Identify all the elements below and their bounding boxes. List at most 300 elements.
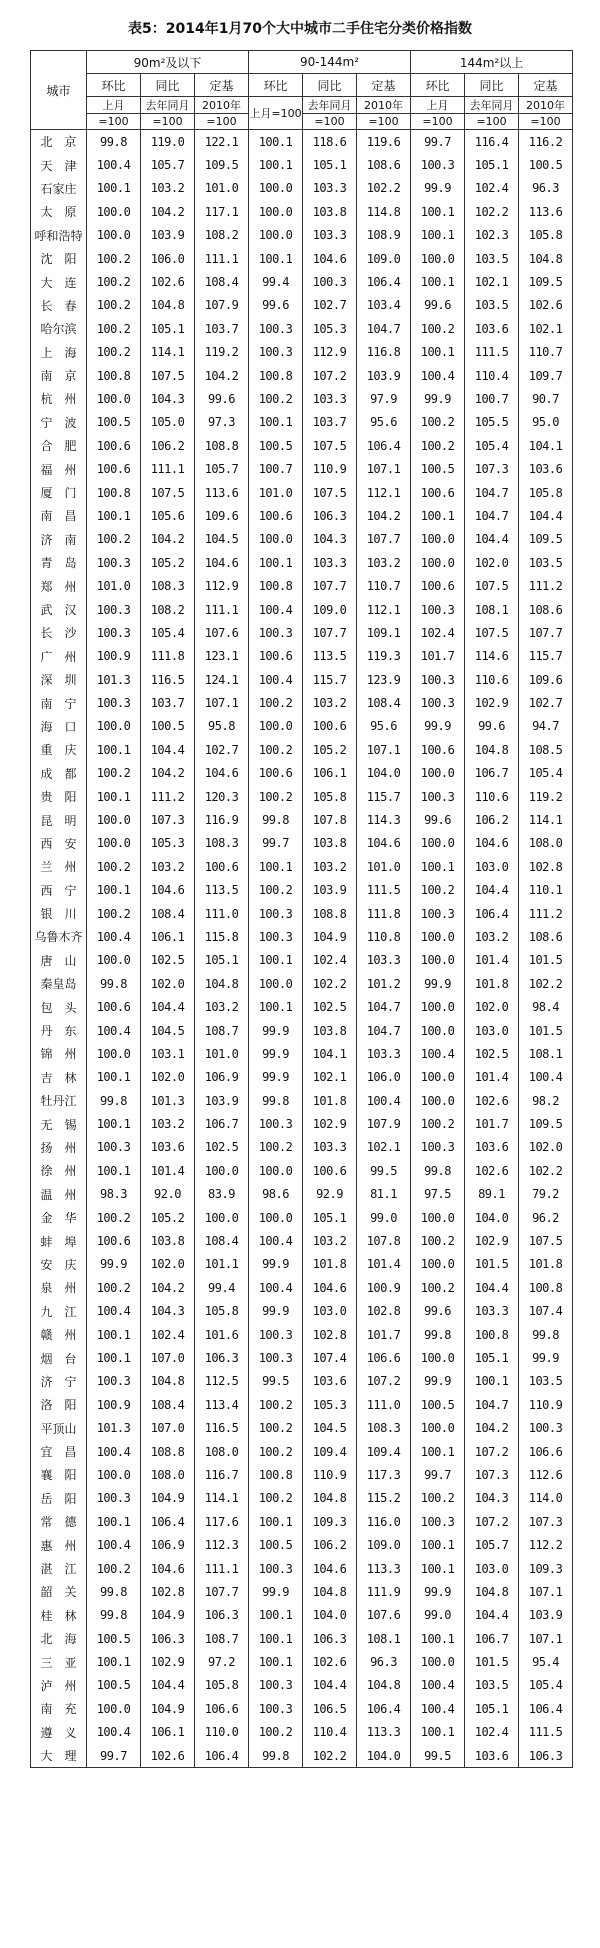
city-cell: 南 京 — [31, 364, 87, 387]
index-cell: 108.7 — [195, 1019, 249, 1042]
index-cell: 100.1 — [87, 1323, 141, 1346]
index-cell: 107.2 — [357, 1370, 411, 1393]
index-cell: 104.2 — [141, 200, 195, 223]
index-cell: 114.1 — [519, 808, 573, 831]
index-cell: 98.3 — [87, 1183, 141, 1206]
index-cell: 100.0 — [249, 200, 303, 223]
index-cell: 107.9 — [357, 1112, 411, 1135]
index-cell: 100.2 — [411, 317, 465, 340]
index-cell: 108.4 — [141, 1393, 195, 1416]
group-header-medium: 90-144m² — [249, 51, 411, 74]
index-cell: 100.4 — [87, 925, 141, 948]
city-cell: 石家庄 — [31, 177, 87, 200]
index-cell: 111.1 — [195, 598, 249, 621]
index-cell: 100.0 — [411, 528, 465, 551]
index-cell: 108.4 — [195, 270, 249, 293]
index-cell: 100.3 — [411, 902, 465, 925]
city-cell: 海 口 — [31, 715, 87, 738]
index-cell: 101.4 — [141, 1159, 195, 1182]
city-cell: 兰 州 — [31, 855, 87, 878]
index-cell: 100.0 — [411, 1089, 465, 1112]
index-cell: 111.1 — [195, 1557, 249, 1580]
index-cell: 108.4 — [141, 902, 195, 925]
index-cell: 103.8 — [303, 1019, 357, 1042]
index-cell: 102.5 — [141, 949, 195, 972]
index-cell: 106.4 — [357, 270, 411, 293]
index-cell: 107.3 — [519, 1510, 573, 1533]
index-cell: 116.5 — [195, 1416, 249, 1439]
index-cell: 111.8 — [357, 902, 411, 925]
index-cell: 100.0 — [411, 247, 465, 270]
city-cell: 济 南 — [31, 528, 87, 551]
index-cell: 107.5 — [303, 481, 357, 504]
index-cell: 100.6 — [411, 574, 465, 597]
index-cell: 102.4 — [303, 949, 357, 972]
index-cell: 106.3 — [303, 1627, 357, 1650]
index-cell: 100.1 — [411, 341, 465, 364]
city-cell: 湛 江 — [31, 1557, 87, 1580]
index-cell: 102.4 — [465, 177, 519, 200]
index-cell: 107.5 — [141, 364, 195, 387]
index-cell: 110.6 — [465, 785, 519, 808]
index-cell: 100.8 — [519, 1276, 573, 1299]
index-cell: 100.6 — [249, 645, 303, 668]
index-cell: 100.3 — [411, 598, 465, 621]
city-cell: 韶 关 — [31, 1580, 87, 1603]
index-cell: 92.9 — [303, 1183, 357, 1206]
index-cell: 109.4 — [303, 1440, 357, 1463]
index-cell: 100.3 — [249, 1112, 303, 1135]
index-cell: 110.4 — [303, 1721, 357, 1744]
index-cell: 102.7 — [195, 738, 249, 761]
index-cell: 107.0 — [141, 1416, 195, 1439]
index-cell: 116.0 — [357, 1510, 411, 1533]
index-cell: 100.0 — [411, 551, 465, 574]
index-cell: 104.8 — [303, 1580, 357, 1603]
index-cell: 105.8 — [519, 481, 573, 504]
index-cell: 100.1 — [411, 855, 465, 878]
index-cell: 120.3 — [195, 785, 249, 808]
index-cell: 100.6 — [87, 457, 141, 480]
city-cell: 太 原 — [31, 200, 87, 223]
index-cell: 100.3 — [303, 270, 357, 293]
index-cell: 103.3 — [465, 1300, 519, 1323]
city-cell: 长 沙 — [31, 621, 87, 644]
index-cell: 105.5 — [465, 411, 519, 434]
index-cell: 99.9 — [249, 1019, 303, 1042]
col-header-yoy: 同比 — [465, 74, 519, 97]
index-cell: 100.0 — [249, 1159, 303, 1182]
index-cell: 103.6 — [519, 457, 573, 480]
index-cell: 100.0 — [411, 1416, 465, 1439]
index-cell: 105.2 — [303, 738, 357, 761]
index-cell: 99.0 — [411, 1604, 465, 1627]
index-cell: 106.7 — [195, 1112, 249, 1135]
index-cell: 100.0 — [411, 925, 465, 948]
index-cell: 106.3 — [195, 1346, 249, 1369]
index-cell: 114.3 — [357, 808, 411, 831]
table-row — [31, 598, 573, 621]
table-row — [31, 1136, 573, 1159]
index-cell: 100.3 — [249, 317, 303, 340]
index-cell: 108.6 — [519, 925, 573, 948]
index-cell: 111.0 — [357, 1393, 411, 1416]
index-cell: 101.0 — [195, 177, 249, 200]
index-cell: 101.7 — [357, 1323, 411, 1346]
table-row — [31, 902, 573, 925]
index-cell: 105.7 — [195, 457, 249, 480]
index-cell: 100.1 — [87, 1346, 141, 1369]
city-cell: 广 州 — [31, 645, 87, 668]
index-cell: 100.8 — [249, 1463, 303, 1486]
index-cell: 114.6 — [465, 645, 519, 668]
index-cell: 103.2 — [141, 1112, 195, 1135]
index-cell: 102.0 — [465, 551, 519, 574]
city-cell: 无 锡 — [31, 1112, 87, 1135]
index-cell: 107.5 — [465, 574, 519, 597]
index-cell: 100.4 — [249, 1276, 303, 1299]
index-cell: 117.6 — [195, 1510, 249, 1533]
city-cell: 徐 州 — [31, 1159, 87, 1182]
index-cell: 100.0 — [87, 1042, 141, 1065]
index-cell: 98.6 — [249, 1183, 303, 1206]
index-cell: 100.5 — [87, 1674, 141, 1697]
index-cell: 111.2 — [519, 902, 573, 925]
table-row — [31, 785, 573, 808]
index-cell: 108.8 — [303, 902, 357, 925]
col-header-mom: 环比 — [411, 74, 465, 97]
index-cell: 100.4 — [87, 153, 141, 176]
city-cell: 南 宁 — [31, 691, 87, 714]
index-cell: 90.7 — [519, 387, 573, 410]
index-cell: 104.8 — [303, 1487, 357, 1510]
table-row — [31, 481, 573, 504]
table-row — [31, 1533, 573, 1556]
index-cell: 108.4 — [357, 691, 411, 714]
city-cell: 郑 州 — [31, 574, 87, 597]
index-cell: 100.8 — [87, 364, 141, 387]
city-cell: 青 岛 — [31, 551, 87, 574]
index-cell: 104.4 — [303, 1674, 357, 1697]
index-cell: 100.4 — [411, 364, 465, 387]
index-cell: 100.3 — [87, 621, 141, 644]
index-cell: 104.6 — [141, 879, 195, 902]
index-cell: 113.3 — [357, 1557, 411, 1580]
table-row — [31, 1744, 573, 1768]
index-cell: 103.2 — [303, 855, 357, 878]
index-cell: 104.6 — [195, 551, 249, 574]
table-row — [31, 200, 573, 223]
index-cell: 102.9 — [141, 1650, 195, 1673]
index-cell: 103.2 — [303, 691, 357, 714]
index-cell: 100.2 — [249, 1440, 303, 1463]
index-cell: 101.2 — [357, 972, 411, 995]
index-cell: 110.9 — [303, 457, 357, 480]
index-cell: 101.8 — [465, 972, 519, 995]
city-cell: 三 亚 — [31, 1650, 87, 1673]
index-cell: 105.1 — [465, 153, 519, 176]
city-cell: 西 宁 — [31, 879, 87, 902]
index-cell: 100.2 — [249, 1487, 303, 1510]
index-cell: 100.5 — [87, 411, 141, 434]
city-cell: 烟 台 — [31, 1346, 87, 1369]
index-cell: 105.8 — [195, 1300, 249, 1323]
index-cell: 100.0 — [195, 1206, 249, 1229]
table-row — [31, 411, 573, 434]
index-cell: 107.5 — [519, 1229, 573, 1252]
index-cell: 103.2 — [195, 995, 249, 1018]
index-cell: 102.0 — [141, 972, 195, 995]
city-cell: 牡丹江 — [31, 1089, 87, 1112]
index-cell: 100.0 — [411, 995, 465, 1018]
index-cell: 110.1 — [519, 879, 573, 902]
city-cell: 杭 州 — [31, 387, 87, 410]
index-cell: 102.2 — [519, 972, 573, 995]
index-cell: 106.3 — [195, 1604, 249, 1627]
index-cell: 102.0 — [141, 1066, 195, 1089]
table-row — [31, 364, 573, 387]
index-cell: 107.2 — [465, 1510, 519, 1533]
index-cell: 113.6 — [519, 200, 573, 223]
table-row — [31, 691, 573, 714]
index-cell: 100.1 — [249, 1604, 303, 1627]
index-cell: 99.8 — [249, 808, 303, 831]
index-cell: 111.8 — [141, 645, 195, 668]
index-cell: 104.4 — [465, 528, 519, 551]
index-cell: 100.0 — [195, 1159, 249, 1182]
index-cell: 99.6 — [249, 294, 303, 317]
col-header-mom: 环比 — [87, 74, 141, 97]
index-cell: 100.1 — [87, 1159, 141, 1182]
index-cell: 101.0 — [195, 1042, 249, 1065]
city-cell: 宁 波 — [31, 411, 87, 434]
index-cell: 103.5 — [519, 1370, 573, 1393]
index-cell: 103.3 — [357, 949, 411, 972]
city-cell: 大 理 — [31, 1744, 87, 1768]
index-cell: 104.6 — [141, 1557, 195, 1580]
index-cell: 101.8 — [303, 1253, 357, 1276]
index-cell: 103.6 — [303, 1370, 357, 1393]
index-cell: 119.3 — [357, 645, 411, 668]
index-cell: 100.0 — [87, 808, 141, 831]
index-cell: 100.7 — [249, 457, 303, 480]
index-cell: 109.5 — [519, 270, 573, 293]
index-cell: 100.1 — [411, 1627, 465, 1650]
index-cell: 103.4 — [357, 294, 411, 317]
index-cell: 104.2 — [465, 1416, 519, 1439]
index-cell: 100.2 — [87, 270, 141, 293]
index-cell: 104.8 — [519, 247, 573, 270]
index-cell: 103.9 — [357, 364, 411, 387]
index-cell: 106.3 — [141, 1627, 195, 1650]
index-cell: 110.7 — [357, 574, 411, 597]
city-cell: 赣 州 — [31, 1323, 87, 1346]
index-cell: 114.1 — [195, 1487, 249, 1510]
index-cell: 105.4 — [519, 762, 573, 785]
index-cell: 104.6 — [357, 832, 411, 855]
table-row — [31, 247, 573, 270]
index-cell: 102.4 — [141, 1323, 195, 1346]
city-cell: 重 庆 — [31, 738, 87, 761]
table-row — [31, 1721, 573, 1744]
index-cell: 103.3 — [303, 551, 357, 574]
index-cell: 102.6 — [465, 1089, 519, 1112]
table-row — [31, 715, 573, 738]
index-cell: 101.7 — [465, 1112, 519, 1135]
index-cell: 112.1 — [357, 598, 411, 621]
index-cell: 100.2 — [411, 411, 465, 434]
table-row — [31, 1276, 573, 1299]
index-cell: 116.2 — [519, 130, 573, 154]
index-cell: 100.8 — [249, 364, 303, 387]
index-cell: 106.1 — [303, 762, 357, 785]
index-cell: 112.9 — [303, 341, 357, 364]
city-cell: 深 圳 — [31, 668, 87, 691]
city-cell: 沈 阳 — [31, 247, 87, 270]
table-row — [31, 528, 573, 551]
index-cell: 102.1 — [357, 1136, 411, 1159]
index-cell: 106.0 — [357, 1066, 411, 1089]
table-row — [31, 1557, 573, 1580]
index-cell: 117.3 — [357, 1463, 411, 1486]
index-cell: 100.5 — [249, 1533, 303, 1556]
index-cell: 102.6 — [519, 294, 573, 317]
index-cell: 104.5 — [141, 1019, 195, 1042]
city-cell: 北 京 — [31, 130, 87, 154]
table-row — [31, 1183, 573, 1206]
index-cell: 100.2 — [249, 1136, 303, 1159]
index-cell: 103.9 — [141, 224, 195, 247]
index-cell: 102.0 — [141, 1253, 195, 1276]
index-cell: 104.3 — [141, 1300, 195, 1323]
base-label: 去年同月 — [141, 97, 195, 114]
index-cell: 100.2 — [411, 434, 465, 457]
index-cell: 110.4 — [465, 364, 519, 387]
index-cell: 100.3 — [249, 902, 303, 925]
index-cell: 100.2 — [411, 1276, 465, 1299]
index-cell: 104.4 — [465, 1604, 519, 1627]
index-cell: 111.1 — [141, 457, 195, 480]
index-cell: 102.8 — [141, 1580, 195, 1603]
index-cell: 104.1 — [303, 1042, 357, 1065]
index-cell: 101.0 — [249, 481, 303, 504]
index-cell: 104.3 — [141, 387, 195, 410]
base-label: 2010年 — [357, 97, 411, 114]
index-cell: 109.6 — [195, 504, 249, 527]
index-cell: 104.6 — [303, 1557, 357, 1580]
table-row — [31, 1253, 573, 1276]
index-cell: 105.2 — [141, 1206, 195, 1229]
index-cell: 100.4 — [249, 668, 303, 691]
index-cell: 99.9 — [249, 1066, 303, 1089]
index-cell: 100.5 — [411, 457, 465, 480]
index-cell: 105.3 — [303, 1393, 357, 1416]
index-cell: 99.4 — [249, 270, 303, 293]
index-cell: 111.5 — [357, 879, 411, 902]
index-cell: 105.1 — [195, 949, 249, 972]
index-cell: 100.1 — [249, 995, 303, 1018]
index-cell: 99.0 — [357, 1206, 411, 1229]
index-cell: 103.7 — [141, 691, 195, 714]
index-cell: 100.0 — [87, 387, 141, 410]
index-cell: 104.8 — [357, 1674, 411, 1697]
index-cell: 104.4 — [141, 1674, 195, 1697]
index-cell: 100.6 — [303, 1159, 357, 1182]
city-cell: 丹 东 — [31, 1019, 87, 1042]
index-cell: 106.4 — [519, 1697, 573, 1720]
index-cell: 104.5 — [195, 528, 249, 551]
index-cell: 103.6 — [465, 1744, 519, 1768]
index-cell: 100.4 — [87, 1721, 141, 1744]
index-cell: 105.3 — [141, 832, 195, 855]
index-cell: 102.3 — [465, 224, 519, 247]
index-cell: 104.8 — [141, 294, 195, 317]
index-cell: 100.4 — [87, 1019, 141, 1042]
index-cell: 109.5 — [519, 1112, 573, 1135]
index-cell: 104.5 — [303, 1416, 357, 1439]
table-row — [31, 1463, 573, 1486]
index-cell: 108.2 — [195, 224, 249, 247]
index-cell: 100.9 — [87, 1393, 141, 1416]
index-cell: 99.9 — [87, 1253, 141, 1276]
index-cell: 97.3 — [195, 411, 249, 434]
col-header-base: 定基 — [357, 74, 411, 97]
table-row — [31, 294, 573, 317]
index-cell: 99.9 — [411, 1370, 465, 1393]
index-cell: 104.9 — [303, 925, 357, 948]
index-cell: 104.2 — [141, 528, 195, 551]
index-cell: 112.1 — [357, 481, 411, 504]
index-cell: 102.5 — [303, 995, 357, 1018]
base-label: 去年同月 — [465, 97, 519, 114]
base-label: 上月 — [411, 97, 465, 114]
index-cell: 114.0 — [519, 1487, 573, 1510]
index-cell: 107.7 — [195, 1580, 249, 1603]
index-cell: 106.2 — [303, 1533, 357, 1556]
index-cell: 100.0 — [249, 1206, 303, 1229]
index-cell: 103.9 — [303, 879, 357, 902]
index-cell: 100.3 — [87, 691, 141, 714]
index-cell: 100.0 — [249, 972, 303, 995]
index-cell: 107.3 — [141, 808, 195, 831]
index-cell: 100.3 — [411, 1510, 465, 1533]
index-cell: 116.7 — [195, 1463, 249, 1486]
index-cell: 100.3 — [249, 1697, 303, 1720]
index-cell: 100.2 — [411, 1487, 465, 1510]
index-cell: 100.0 — [411, 1066, 465, 1089]
index-cell: 104.7 — [465, 504, 519, 527]
index-cell: 96.2 — [519, 1206, 573, 1229]
index-cell: 100.1 — [87, 504, 141, 527]
index-cell: 100.4 — [87, 1300, 141, 1323]
index-cell: 104.8 — [195, 972, 249, 995]
col-header-base: 定基 — [195, 74, 249, 97]
index-cell: 107.1 — [519, 1627, 573, 1650]
table-row — [31, 1393, 573, 1416]
index-cell: 119.6 — [357, 130, 411, 154]
index-cell: 100.0 — [411, 1206, 465, 1229]
city-cell: 济 宁 — [31, 1370, 87, 1393]
index-cell: 105.1 — [465, 1346, 519, 1369]
index-cell: 112.3 — [195, 1533, 249, 1556]
index-cell: 102.1 — [303, 1066, 357, 1089]
index-cell: 101.0 — [357, 855, 411, 878]
index-cell: 99.4 — [195, 1276, 249, 1299]
index-cell: 103.2 — [357, 551, 411, 574]
table-row — [31, 1674, 573, 1697]
index-cell: 102.2 — [303, 972, 357, 995]
index-cell: 104.7 — [465, 481, 519, 504]
